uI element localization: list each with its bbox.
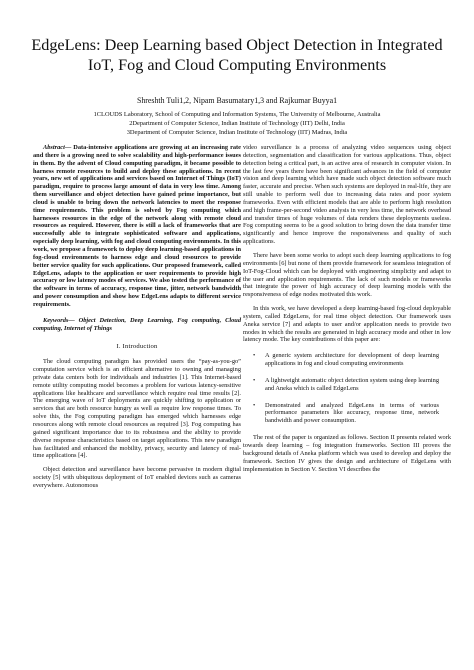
- bullet-icon: •: [253, 352, 256, 360]
- list-item-text: A generic system architecture for development of deep learning applications in fog and cloud computing environments: [265, 352, 439, 368]
- abstract-text: — Data-intensive applications are growing at an increasing rate and there is a growing need to solve scalability and high-performance issues in them. By the advent of Cloud computing paradigm, it became possible to harness remote resources to build and deploy these applications. In recent years, new set of applications and services based on Internet of Things (IoT) paradigm, require to process large amount of data in very less time. Among them surveillance and object detection have gained prime importance, but cloud is unable to bring down the network latencies to meet the response time requirements. This problem is solved by Fog computing which harnesses resources in the edge of the network along with remote cloud resources as required. However, there is still a lack of frameworks that are successfully able to integrate sophisticated software and applications, especially deep learning, with fog and cloud computing environments. In this work, we propose a framework to deploy deep learning-based applications in fog-cloud environments to harness edge and cloud resources to provide better service quality for such applications. Our proposed framework, called EdgeLens, adapts to the application or user requirements to provide high accuracy or low latency modes of services. We also tested the performance of the software in terms of accuracy, response time, jitter, network bandwidth and power consumption and show how EdgeLens adapts to different service requirements.: [33, 144, 241, 308]
- keywords: [33, 317, 241, 333]
- body-paragraph: In this work, we have developed a deep learning-based fog-cloud deployable system, called EdgeLens, for real time object detection. Our framework uses Aneka service [7] and adapts to user and/or application needs to provide two modes in which the results are generated in high accuracy mode and other in low latency mode. The key contributions of this paper are:: [243, 305, 451, 344]
- list-item: [243, 402, 451, 426]
- left-column: [33, 144, 241, 490]
- body-paragraph: The rest of the paper is organized as follows. Section II presents related work towards deep learning – fog integration frameworks. Section III proves the background details of Aneka platform which was used to develop and deploy the framework. Section IV gives the design and architecture of EdgeLens with implementation in Section V. Section VI describes the: [243, 434, 451, 473]
- affiliation: 3Department of Computer Science, Indian Institute of Technology (IIT) Madras, India: [126, 129, 348, 137]
- bullet-icon: •: [253, 376, 256, 384]
- body-paragraph: The cloud computing paradigm has provided users the “pay-as-you-go” computation service which is an efficient alternative to owning and managing private data centers both for individuals and industries [1]. This Internet-based remote utility computing model becomes a problem for various latency-sensitive applications like healthcare and surveillance which require real time results [2]. The emerging wave of IoT deployments are quickly shifting to application or services that are both resource hungry as well as require low response times. To solve this, the Fog computing paradigm has emerged which harnesses edge resources along with remote cloud resources as required [3]. Fog computing has gained significant importance due to its robustness and the ability to provide diverse response characteristics based on target applications. This new paradigm has facilitated and enhanced the mobility, privacy, security and latency of real-time applications [4].: [33, 358, 241, 460]
- body-paragraph: video surveillance is a process of analyzing video sequences using object detection, segmentation and classification for various applications. Thus, object detection being a critical part, is an active area of research in computer vision. In the last few years there have been significant advances in the field of computer vision and deep learning which have made such object detection software much faster, accurate and precise. When such systems are deployed in real-life, they are still unable to perform well due to increasing data rates and poor system frameworks. Even with efficient models that are able to perform high resolution and high frame-per-second video analysis in very less time, the network overhead and transfer times of huge volumes of data renders these deployments useless. Fog computing seems to be a good solution to bring down the data transfer time significantly and hence improve the responsiveness and quality of such applications.: [243, 144, 451, 246]
- keywords-text: — Object Detection, Deep Learning, Fog computing, Cloud computing, Internet of Things: [33, 316, 241, 332]
- affiliations: [20, 110, 454, 138]
- right-column: [243, 144, 451, 473]
- affiliation: 2Department of Computer Science, Indian Institute of Technology (IIT) Delhi, India: [129, 120, 345, 128]
- body-paragraph: There have been some works to adopt such deep learning applications to fog environments [6] but none of them provide framework for seamless integration of IoT-Fog-Cloud which can be deployed with engineering simplicity and adapt to the user and application requirements. The lack of such models or frameworks that integrate the power of high accuracy of deep learning models with the responsiveness of edge nodes motivated this work.: [243, 251, 451, 299]
- list-item-text: A lightweight automatic object detection system using deep learning and Aneka which is called EdgeLens: [265, 376, 439, 392]
- keywords-label: Keywords: [43, 316, 69, 324]
- body-paragraph: Object detection and surveillance have become pervasive in modern digital society [5] with ubiquitous deployment of IoT enabled devices such as cameras everywhere. Autonomous: [33, 466, 241, 489]
- list-item: [243, 352, 451, 368]
- affiliation: 1CLOUDS Laboratory, School of Computing and Information Systems, The University of Melbourne, Australia: [93, 111, 381, 118]
- contributions-list: [243, 352, 451, 425]
- title-line: EdgeLens: Deep Learning based Object Detection in Integrated: [31, 36, 443, 54]
- abstract-label: Abstract: [43, 144, 65, 151]
- author-list: Shreshth Tuli1,2, Nipam Basumatary1,3 and Rajkumar Buyya1: [136, 96, 338, 105]
- bullet-icon: •: [253, 401, 256, 409]
- list-item: [243, 377, 451, 393]
- list-item-text: Demonstrated and analyzed EdgeLens in terms of various performance parameters like accuracy, response time, network bandwidth and power consumption.: [265, 401, 439, 425]
- title-line: IoT, Fog and Cloud Computing Environments: [87, 55, 387, 74]
- abstract: [33, 144, 241, 309]
- section-heading-introduction: I. Introduction: [116, 343, 158, 351]
- paper-title: [20, 36, 454, 75]
